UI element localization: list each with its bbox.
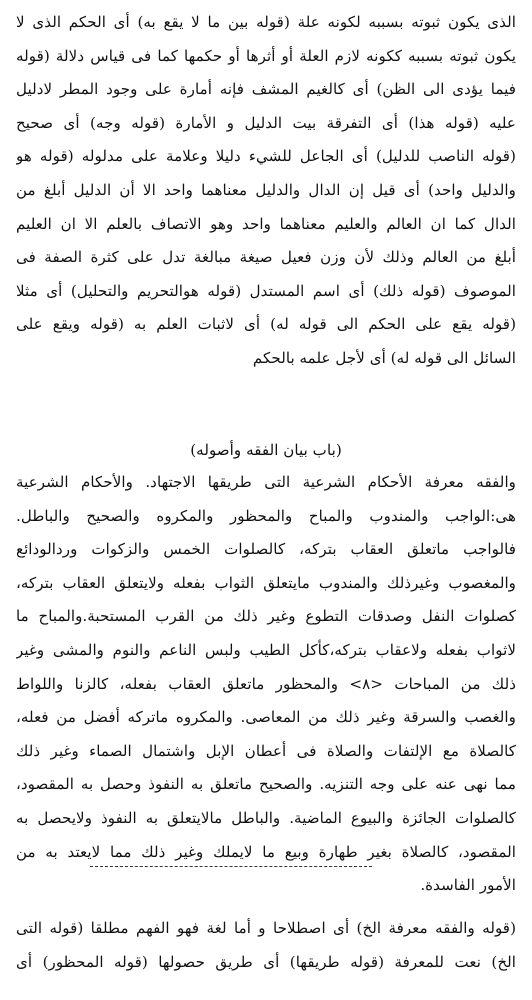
text-line: والفقه معرفة الأحكام الشرعية التى طريقها الاجتهاد. والأحكام الشرعية: [16, 473, 516, 491]
text-line: فيما يؤدى الى الظن) أى كالغيم المشف فإنه أمارة على وجود المطر لادليل: [16, 80, 516, 99]
text-line: السائل الى قوله له) أى لأجل علمه بالحكم: [252, 348, 516, 367]
text-line: لاثواب بفعله ولاعقاب بتركه،كأكل الطيب ولبس الناعم والنوم والمشى وغير: [16, 640, 516, 659]
text-line: والمغصوب وغيرذلك والمندوب مايتعلق الثواب بفعله ولايتعلق العقاب بتركه،: [16, 573, 516, 592]
text-line: الذى يكون ثبوته بسببه لكونه علة (قوله بين ما لا يقع به) أى الحكم الذى لا: [16, 13, 516, 31]
main-text-block: [16, 466, 516, 903]
commentary-block-top: [16, 6, 516, 376]
section-heading: (باب بيان الفقه وأصوله): [190, 441, 342, 459]
text-line: الدال كما ان العالم والعليم معناهما واحد وهو الاتصاف بالعلم الا ان العليم: [16, 214, 516, 233]
commentary-block-bottom: [16, 912, 516, 979]
text-line: (قوله الناصب للدليل) أى الجاعل للشيء دليلا وعلامة على مدلوله (قوله هو: [16, 147, 516, 166]
text-line: مما نهى عنه على وجه التنزيه. والصحيح ماتعلق به النفوذ وحصل به المقصود،: [16, 775, 516, 794]
text-line: (قوله يقع على الحكم الى قوله له) أى لاثبات العلم به (قوله ويقع على: [16, 315, 516, 334]
text-line: كالصلوات الجائزة والبيوع الماضية. والباطل مالايتعلق به النفوذ ولايحصل به: [16, 808, 516, 827]
text-line: عليه (قوله هذا) أى التفرقة بيت الدليل و الأمارة (قوله وجه) أى صحيح: [16, 113, 516, 132]
text-line: الأمور الفاسدة.: [420, 876, 516, 895]
text-line: (قوله والفقه معرفة الخ) أى اصطلاحا و أما لغة فهو الفهم مطلقا (قوله التى: [16, 919, 516, 937]
text-line: كالصلاة مع الإلتفات والصلاة فى أعطان الإبل واشتمال الصماء وغير ذلك: [16, 741, 516, 760]
footnote-divider: [90, 866, 372, 867]
text-line: والغصب والسرقة وغير ذلك من المعاصى. والمكروه ماتركه أفضل من فعله،: [16, 708, 516, 727]
text-line: كصلوات النفل وصدقات التطوع وغير ذلك من القرب المستحبة.والمباح ما: [16, 607, 516, 626]
text-line: فالواجب ماتعلق العقاب بتركه، كالصلوات الخمس والزكوات وردالودائع: [16, 540, 516, 559]
text-line: المقصود، كالصلاة بغير طهارة وبيع ما لايملك وغير ذلك مما لايعتد به من: [16, 842, 516, 861]
text-line: هى:الواجب والمندوب والمباح والمحظور والمكروه والصحيح والباطل.: [16, 506, 516, 525]
text-line: أبلغ من العالم وذلك لأن وزن فعيل صيغة مبالغة تدل على كثرة الصفة فى: [16, 248, 516, 267]
text-line: والدليل واحد) أى قيل إن الدال والدليل معناهما واحد الا أن الدليل أبلغ من: [16, 180, 516, 199]
text-line: الموصوف (قوله ذلك) أى اسم المستدل (قوله هوالتحريم والتحليل) أى مثلا: [16, 281, 516, 300]
document-page: [16, 6, 516, 996]
text-line: الخ) نعت للمعرفة (قوله طريقها) أى طريق حصولها (قوله المحظور) أى: [16, 952, 516, 971]
text-line: ذلك من المباحات <٨> والمحظور ماتعلق العقاب بفعله، كالزنا واللواط: [16, 674, 516, 693]
text-line: يكون ثبوته بسببه ككونه لازم العلة أو أثرها أو حكمها كما فى قياس دلالة (قوله: [16, 46, 516, 65]
